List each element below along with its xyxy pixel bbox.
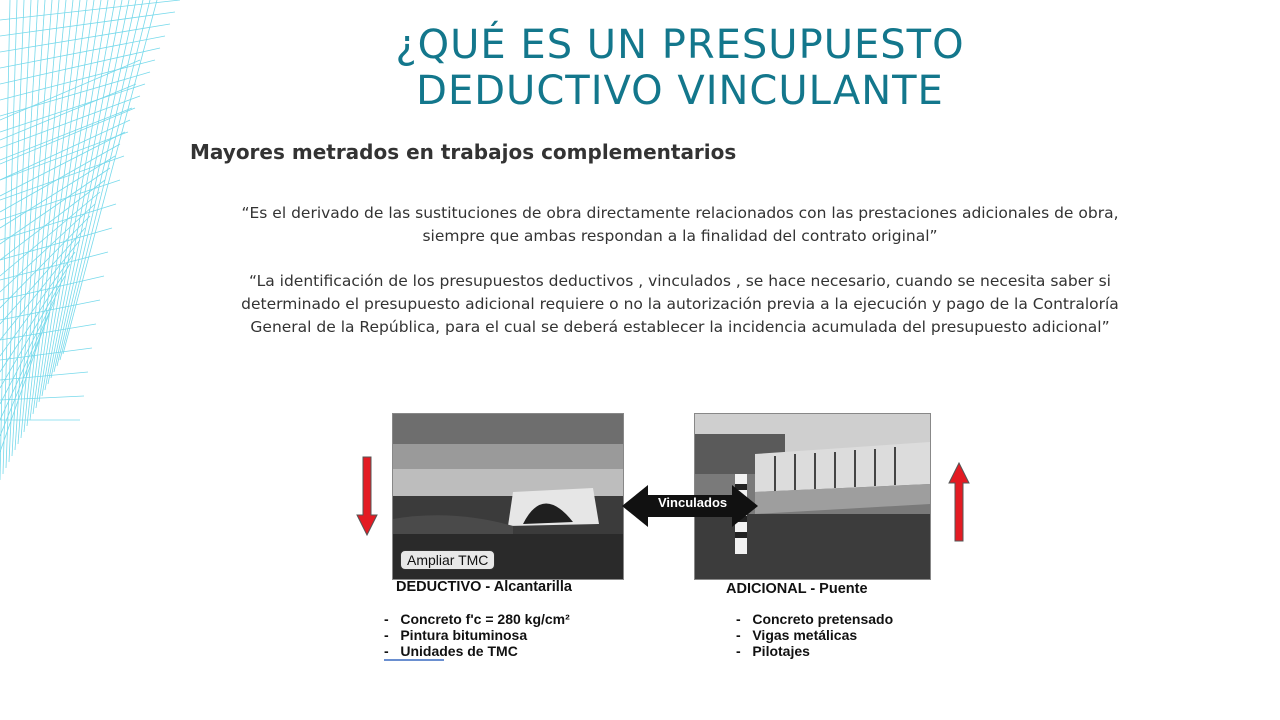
page-title bbox=[320, 22, 1040, 114]
red-up-arrow-icon bbox=[948, 461, 970, 543]
red-down-arrow-icon bbox=[356, 455, 378, 537]
list-item: - Pintura bituminosa bbox=[384, 627, 570, 643]
list-item: - Vigas metálicas bbox=[736, 627, 893, 643]
deductivo-list bbox=[384, 611, 570, 659]
list-item: - Pilotajes bbox=[736, 643, 893, 659]
title-line-1: ¿QUÉ ES UN PRESUPUESTO bbox=[395, 22, 965, 68]
deductivo-caption: DEDUCTIVO - Alcantarilla bbox=[396, 579, 572, 595]
link-label: Vinculados bbox=[658, 495, 728, 510]
section-subtitle: Mayores metrados en trabajos complementarios bbox=[190, 140, 737, 164]
list-item: - Unidades de TMC bbox=[384, 643, 570, 659]
wireframe-decoration bbox=[0, 0, 190, 720]
quote-identification: “La identificación de los presupuestos deductivos , vinculados , se hace necesario, cuando se necesita saber si determinado el presupuesto adicional requiere o no la autorización previa a la ejecución y pago de la Contraloría General de la República, para el cual se deberá establecer la incidencia acumulada del presupuesto adicional” bbox=[241, 272, 1119, 336]
adicional-list bbox=[736, 611, 893, 659]
adicional-caption: ADICIONAL - Puente bbox=[726, 581, 868, 597]
underline-mark bbox=[384, 659, 444, 661]
tag-ampliar-tmc: Ampliar TMC bbox=[400, 550, 495, 570]
list-item: - Concreto pretensado bbox=[736, 611, 893, 627]
list-item: - Concreto f'c = 280 kg/cm² bbox=[384, 611, 570, 627]
comparison-figure bbox=[350, 405, 990, 675]
quote-definition: “Es el derivado de las sustituciones de obra directamente relacionados con las prestaciones adicionales de obra, siempre que ambas respondan a la finalidad del contrato original” bbox=[241, 204, 1119, 245]
title-line-2: DEDUCTIVO VINCULANTE bbox=[416, 68, 944, 114]
